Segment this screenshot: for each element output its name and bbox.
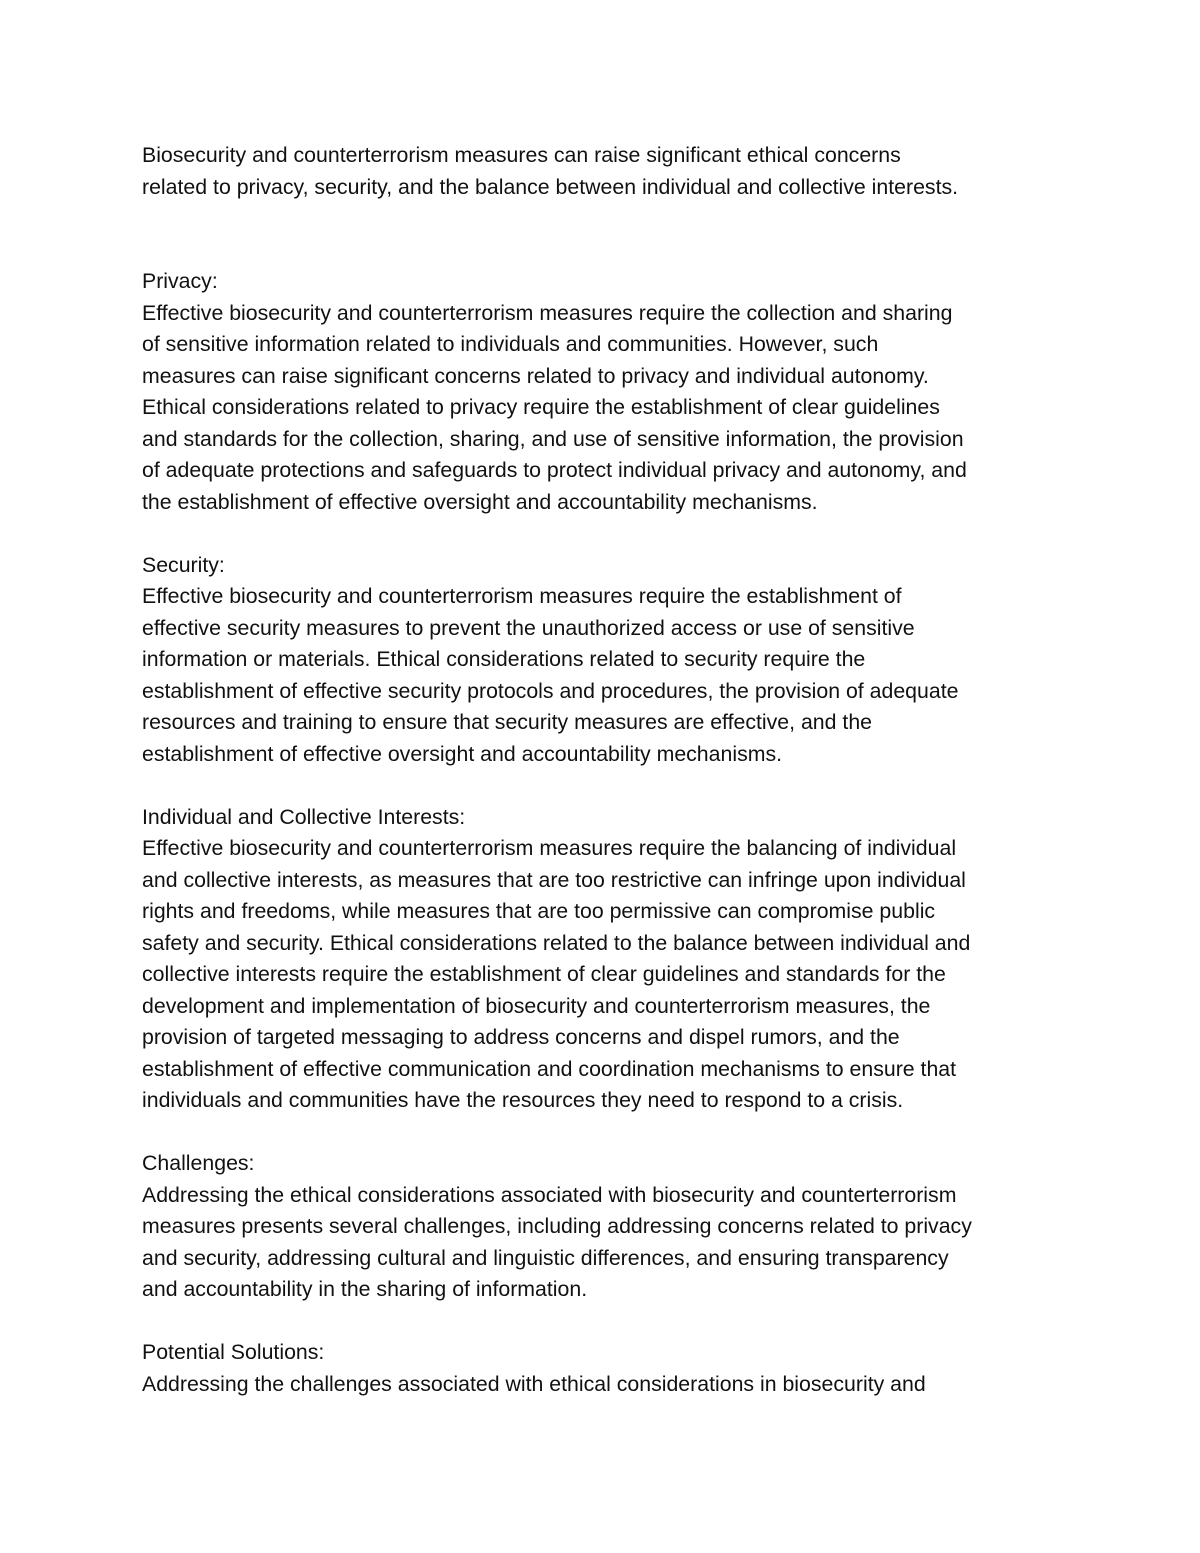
text-line: measures presents several challenges, including addressing concerns related to privacy [142,1214,972,1238]
text-line: and standards for the collection, sharing, and use of sensitive information, the provision [142,426,964,451]
paragraph-spacer [142,518,1072,550]
text-line: of adequate protections and safeguards to protect individual privacy and autonomy, and [142,458,967,482]
text-line: Effective biosecurity and counterterrorism measures require the establishment of [142,584,902,608]
text-line: Addressing the ethical considerations associated with biosecurity and counterterrorism [142,1182,957,1207]
text-line: safety and security. Ethical considerations related to the balance between individual and [142,930,971,955]
text-line: Biosecurity and counterterrorism measures can raise significant ethical concerns [142,143,901,167]
paragraph-spacer [142,235,1072,267]
text-line: Addressing the challenges associated with ethical considerations in biosecurity and [142,1371,926,1396]
text-line: collective interests require the establishment of clear guidelines and standards for the [142,962,946,986]
text-line: individuals and communities have the resources they need to respond to a crisis. [142,1088,904,1112]
text-line: development and implementation of biosecurity and counterterrorism measures, the [142,993,931,1018]
text-line: Ethical considerations related to privacy require the establishment of clear guidelines [142,395,940,419]
text-line: establishment of effective oversight and accountability mechanisms. [142,741,783,766]
text-line: information or materials. Ethical considerations related to security require the [142,647,866,671]
text-line: resources and training to ensure that security measures are effective, and the [142,710,873,734]
text-line: the establishment of effective oversight and accountability mechanisms. [142,489,818,514]
section-heading: Privacy: [142,269,218,293]
text-line: provision of targeted messaging to address concerns and dispel rumors, and the [142,1025,900,1049]
section-heading: Challenges: [142,1151,255,1175]
text-line: of sensitive information related to individuals and communities. However, such [142,332,879,356]
text-line: measures can raise significant concerns related to privacy and individual autonomy. [142,363,929,388]
text-line: and security, addressing cultural and linguistic differences, and ensuring transparency [142,1245,949,1270]
text-line: Effective biosecurity and counterterrorism measures require the balancing of individual [142,836,957,860]
text-line: related to privacy, security, and the balance between individual and collective interests. [142,174,959,199]
paragraph-spacer [142,1117,1072,1149]
text-line: establishment of effective communication and coordination mechanisms to ensure that [142,1056,957,1081]
section-heading: Security: [142,552,225,577]
section-heading: Potential Solutions: [142,1340,325,1364]
text-line: rights and freedoms, while measures that are too permissive can compromise public [142,899,936,923]
section-heading: Individual and Collective Interests: [142,804,466,829]
text-line: and accountability in the sharing of information. [142,1277,588,1301]
text-line: and collective interests, as measures that are too restrictive can infringe upon individual [142,867,966,892]
paragraph-spacer [142,1306,1072,1338]
text-line: effective security measures to prevent the unauthorized access or use of sensitive [142,615,915,640]
document-body [142,140,1072,1400]
text-line: Effective biosecurity and counterterrorism measures require the collection and sharing [142,300,953,325]
paragraph-spacer [142,770,1072,802]
text-line: establishment of effective security protocols and procedures, the provision of adequate [142,678,959,703]
paragraph-spacer [142,203,1072,235]
